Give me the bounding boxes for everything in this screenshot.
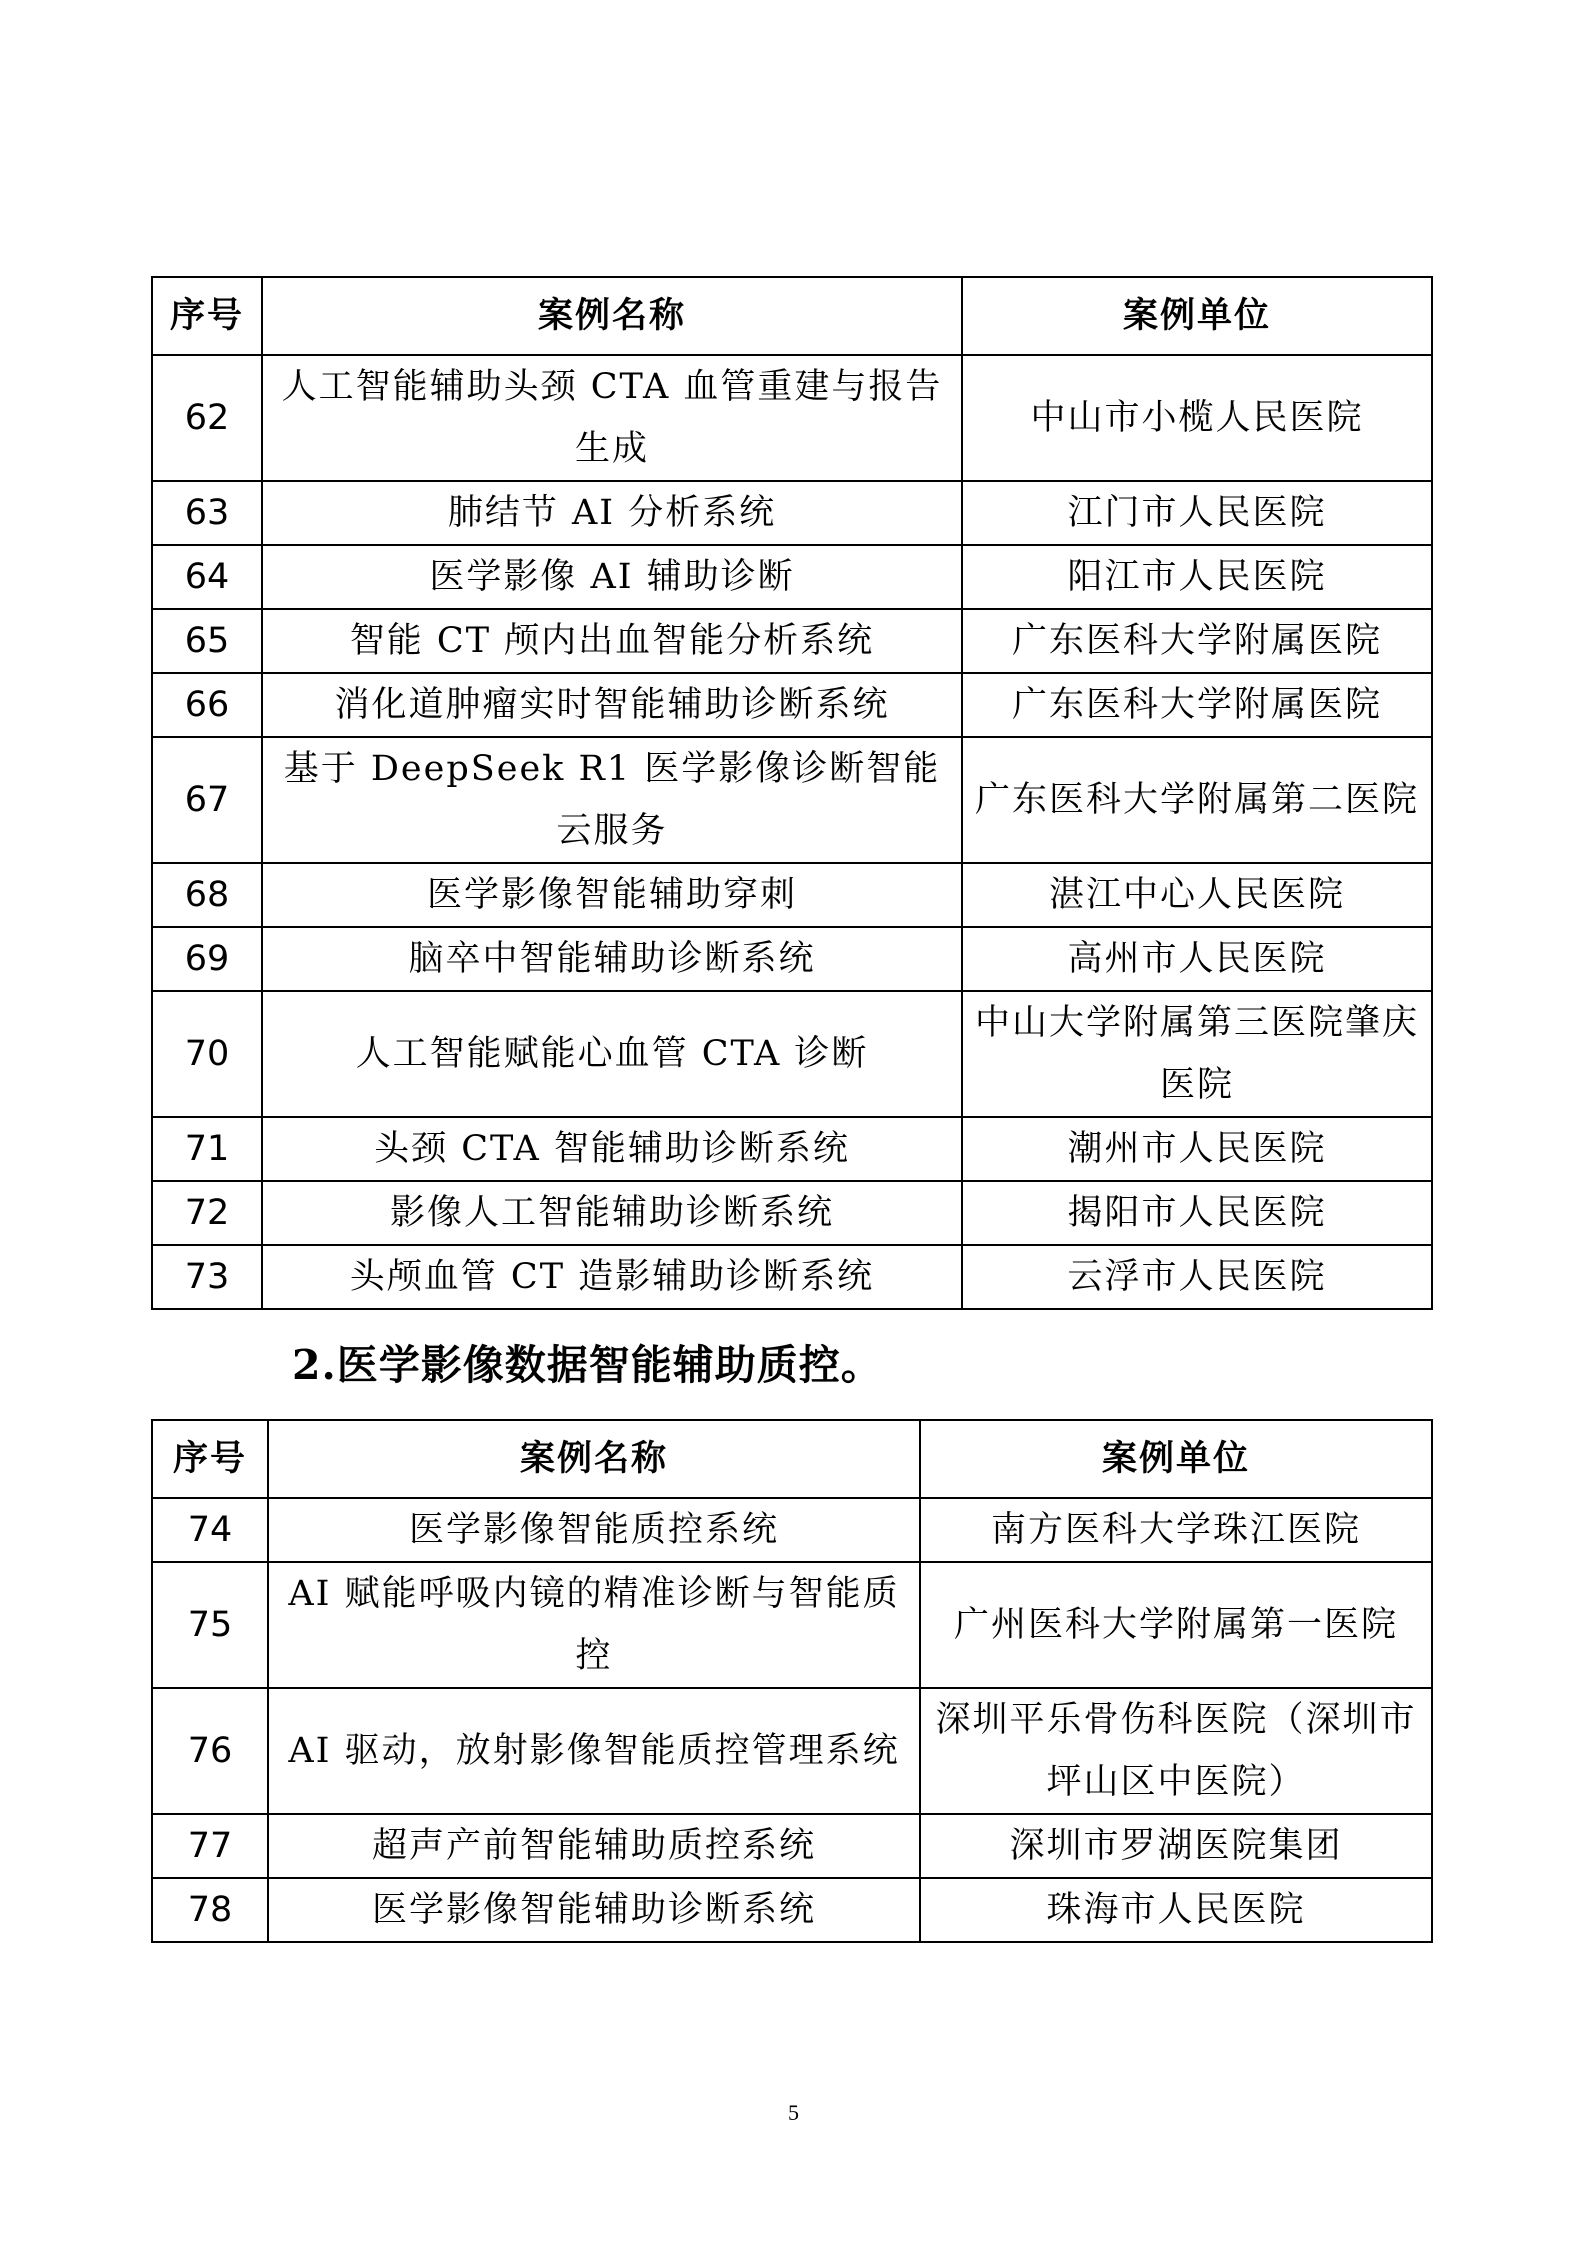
row-no: 75 bbox=[152, 1562, 268, 1688]
header-name: 案例名称 bbox=[262, 277, 962, 355]
table-row bbox=[152, 1117, 1432, 1181]
row-name: 超声产前智能辅助质控系统 bbox=[268, 1814, 920, 1878]
row-name: 人工智能赋能心血管 CTA 诊断 bbox=[262, 991, 962, 1117]
row-unit: 云浮市人民医院 bbox=[962, 1245, 1432, 1309]
row-no: 63 bbox=[152, 481, 262, 545]
table-row bbox=[152, 863, 1432, 927]
table-row bbox=[152, 737, 1432, 863]
row-unit: 揭阳市人民医院 bbox=[962, 1181, 1432, 1245]
row-name: AI 赋能呼吸内镜的精准诊断与智能质控 bbox=[268, 1562, 920, 1688]
row-no: 69 bbox=[152, 927, 262, 991]
table-row bbox=[152, 673, 1432, 737]
row-unit: 深圳市罗湖医院集团 bbox=[920, 1814, 1432, 1878]
row-no: 77 bbox=[152, 1814, 268, 1878]
table-header-row bbox=[152, 1420, 1432, 1498]
row-no: 66 bbox=[152, 673, 262, 737]
row-no: 68 bbox=[152, 863, 262, 927]
header-no: 序号 bbox=[152, 1420, 268, 1498]
row-unit: 高州市人民医院 bbox=[962, 927, 1432, 991]
header-name: 案例名称 bbox=[268, 1420, 920, 1498]
table-row bbox=[152, 609, 1432, 673]
row-name: 人工智能辅助头颈 CTA 血管重建与报告生成 bbox=[262, 355, 962, 481]
row-no: 74 bbox=[152, 1498, 268, 1562]
row-no: 73 bbox=[152, 1245, 262, 1309]
row-name: 医学影像智能质控系统 bbox=[268, 1498, 920, 1562]
row-name: 影像人工智能辅助诊断系统 bbox=[262, 1181, 962, 1245]
table-row bbox=[152, 1181, 1432, 1245]
row-no: 78 bbox=[152, 1878, 268, 1942]
row-no: 65 bbox=[152, 609, 262, 673]
row-name: 基于 DeepSeek R1 医学影像诊断智能云服务 bbox=[262, 737, 962, 863]
row-unit: 广州医科大学附属第一医院 bbox=[920, 1562, 1432, 1688]
table-header-row bbox=[152, 277, 1432, 355]
row-unit: 珠海市人民医院 bbox=[920, 1878, 1432, 1942]
row-unit: 广东医科大学附属医院 bbox=[962, 609, 1432, 673]
row-name: 头颅血管 CT 造影辅助诊断系统 bbox=[262, 1245, 962, 1309]
row-name: AI 驱动，放射影像智能质控管理系统 bbox=[268, 1688, 920, 1814]
row-unit: 潮州市人民医院 bbox=[962, 1117, 1432, 1181]
row-unit: 阳江市人民医院 bbox=[962, 545, 1432, 609]
row-unit: 中山市小榄人民医院 bbox=[962, 355, 1432, 481]
table-row bbox=[152, 1562, 1432, 1688]
table-row bbox=[152, 481, 1432, 545]
row-unit: 江门市人民医院 bbox=[962, 481, 1432, 545]
section-heading: 2.医学影像数据智能辅助质控。 bbox=[292, 1341, 883, 1389]
row-no: 67 bbox=[152, 737, 262, 863]
row-no: 62 bbox=[152, 355, 262, 481]
row-name: 肺结节 AI 分析系统 bbox=[262, 481, 962, 545]
row-name: 智能 CT 颅内出血智能分析系统 bbox=[262, 609, 962, 673]
row-unit: 南方医科大学珠江医院 bbox=[920, 1498, 1432, 1562]
row-no: 70 bbox=[152, 991, 262, 1117]
header-unit: 案例单位 bbox=[920, 1420, 1432, 1498]
table-row bbox=[152, 355, 1432, 481]
header-unit: 案例单位 bbox=[962, 277, 1432, 355]
row-unit: 深圳平乐骨伤科医院（深圳市坪山区中医院） bbox=[920, 1688, 1432, 1814]
row-no: 76 bbox=[152, 1688, 268, 1814]
row-unit: 广东医科大学附属医院 bbox=[962, 673, 1432, 737]
row-no: 71 bbox=[152, 1117, 262, 1181]
row-unit: 湛江中心人民医院 bbox=[962, 863, 1432, 927]
row-no: 64 bbox=[152, 545, 262, 609]
row-name: 医学影像智能辅助诊断系统 bbox=[268, 1878, 920, 1942]
table-row bbox=[152, 1814, 1432, 1878]
row-name: 医学影像智能辅助穿刺 bbox=[262, 863, 962, 927]
table-row bbox=[152, 1245, 1432, 1309]
page-number: 5 bbox=[788, 2100, 799, 2125]
row-unit: 广东医科大学附属第二医院 bbox=[962, 737, 1432, 863]
row-name: 脑卒中智能辅助诊断系统 bbox=[262, 927, 962, 991]
row-name: 头颈 CTA 智能辅助诊断系统 bbox=[262, 1117, 962, 1181]
table-row bbox=[152, 1498, 1432, 1562]
table-row bbox=[152, 927, 1432, 991]
row-unit: 中山大学附属第三医院肇庆医院 bbox=[962, 991, 1432, 1117]
table-row bbox=[152, 545, 1432, 609]
row-name: 医学影像 AI 辅助诊断 bbox=[262, 545, 962, 609]
row-name: 消化道肿瘤实时智能辅助诊断系统 bbox=[262, 673, 962, 737]
case-table-2 bbox=[151, 1419, 1433, 1943]
header-no: 序号 bbox=[152, 277, 262, 355]
table-row bbox=[152, 1688, 1432, 1814]
table-row bbox=[152, 1878, 1432, 1942]
case-table-1 bbox=[151, 276, 1433, 1310]
table-row bbox=[152, 991, 1432, 1117]
row-no: 72 bbox=[152, 1181, 262, 1245]
